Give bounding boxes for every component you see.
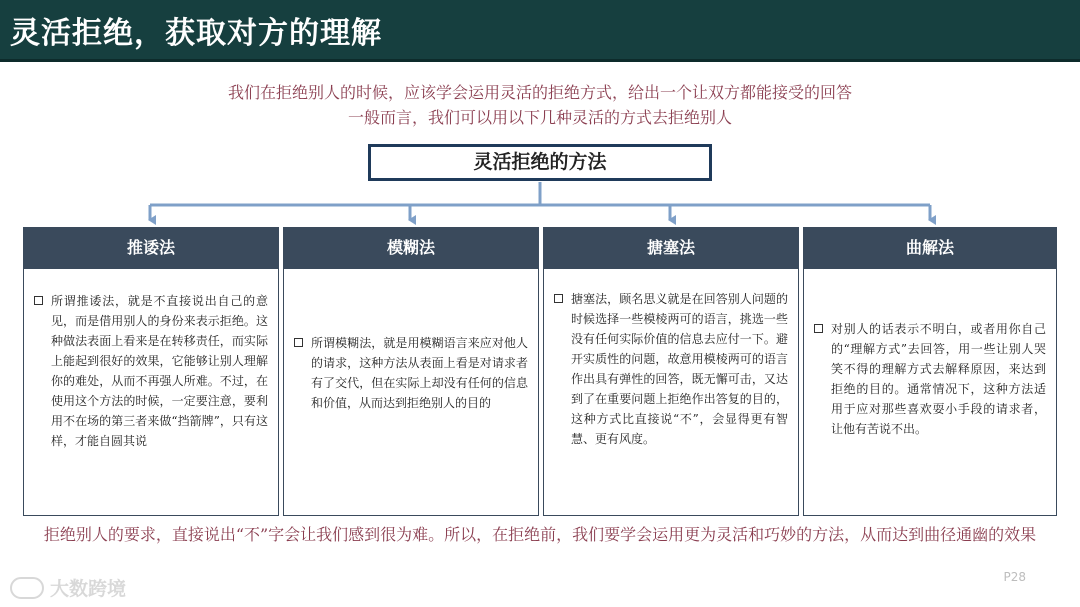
method-bullet-2	[294, 333, 528, 413]
checkbox-bullet-icon	[554, 294, 563, 303]
checkbox-bullet-icon	[294, 338, 303, 347]
intro-line-1: 我们在拒绝别人的时候，应该学会运用灵活的拒绝方式，给出一个让双方都能接受的回答	[227, 83, 852, 102]
method-description-3: 搪塞法，顾名思义就是在回答别人问题的时候选择一些模棱两可的语言，挑选一些没有任何实际价值的信息去应付一下。避开实质性的问题，故意用模棱两可的语言作出具有弹性的回答，既无懈可击，又达到了在重要问题上拒绝作出答复的目的，这种方式比直接说“不”，会显得更有智慧、更有风度。	[571, 292, 788, 446]
checkbox-bullet-icon	[814, 324, 823, 333]
intro-line-2: 一般而言，我们可以用以下几种灵活的方式去拒绝别人	[347, 108, 732, 127]
method-card-3	[543, 268, 799, 516]
method-bullet-3	[554, 289, 788, 449]
checkbox-bullet-icon	[34, 296, 43, 305]
root-method-box: 灵活拒绝的方法	[368, 144, 712, 181]
page-number: P28	[1003, 570, 1026, 584]
method-description-4: 对别人的话表示不明白，或者用你自己的“理解方式”去回答，用一些让别人哭笑不得的理解方式去解释原因，来达到拒绝的目的。通常情况下，这种方法适用于应对那些喜欢耍小手段的请求者，让他有苦说不出。	[831, 322, 1046, 436]
conclusion-text: 拒绝别人的要求，直接说出“不”字会让我们感到很为难。所以，在拒绝前，我们要学会运用更为灵活和巧妙的方法，从而达到曲径通幽的效果	[43, 525, 1037, 544]
method-header-1: 推诿法	[23, 227, 279, 268]
logo-text: 大数跨境	[50, 578, 127, 600]
method-header-3: 搪塞法	[543, 227, 799, 268]
logo-icon	[10, 577, 44, 599]
slide-title: 灵活拒绝，获取对方的理解	[10, 16, 382, 51]
method-description-1: 所谓推诿法，就是不直接说出自己的意见，而是借用别人的身份来表示拒绝。这种做法表面上看来是在转移责任，而实际上能起到很好的效果，它能够让别人理解你的难处，从而不再强人所难。不过，在使用这个方法的时候，一定要注意，要利用不在场的第三者来做“挡箭牌”，只有这样，才能自圆其说	[51, 294, 268, 448]
method-card-1	[23, 268, 279, 516]
method-card-2	[283, 268, 539, 516]
method-bullet-4	[814, 319, 1046, 439]
method-card-4	[803, 268, 1057, 516]
method-description-2: 所谓模糊法，就是用模糊语言来应对他人的请求，这种方法从表面上看是对请求者有了交代，但在实际上却没有任何的信息和价值，从而达到拒绝别人的目的	[311, 336, 528, 410]
method-header-4: 曲解法	[803, 227, 1057, 268]
method-bullet-1	[34, 291, 268, 451]
method-header-2: 模糊法	[283, 227, 539, 268]
watermark-logo	[10, 574, 126, 601]
